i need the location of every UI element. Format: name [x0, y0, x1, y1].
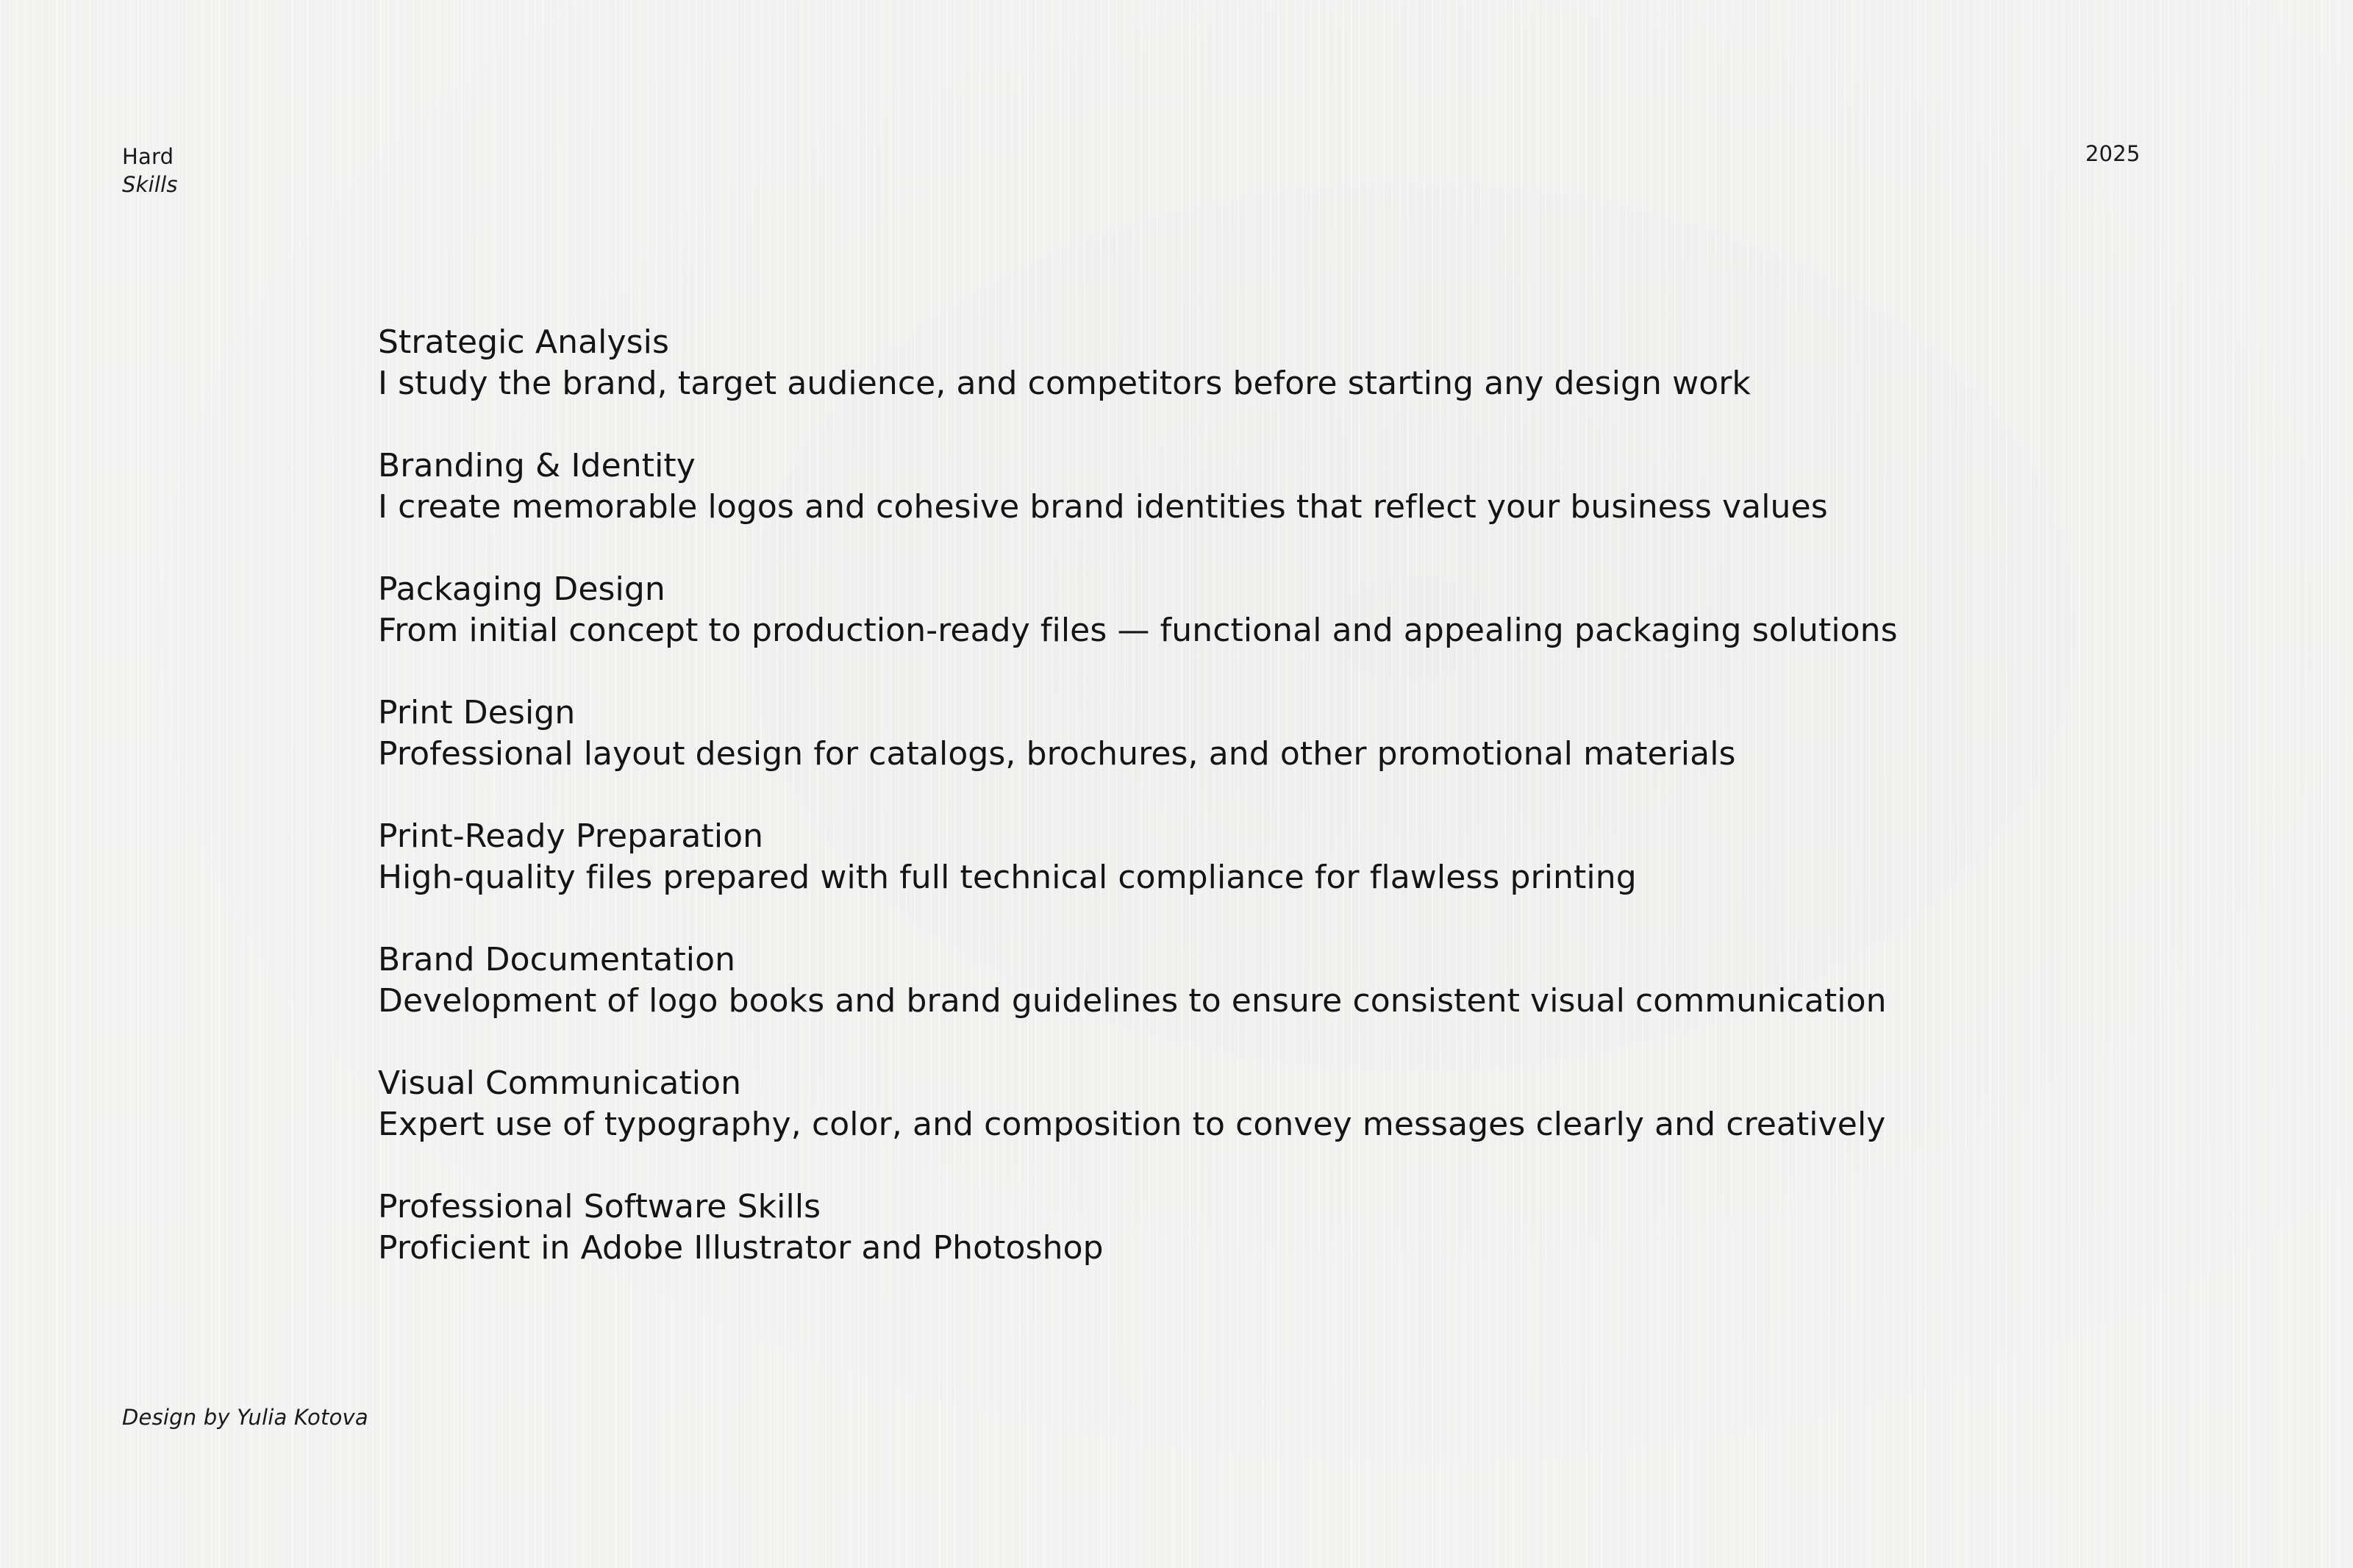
skill-item [378, 816, 2319, 939]
skill-title: Brand Documentation [378, 941, 736, 978]
skill-description: Expert use of typography, color, and composition to convey messages clearly and creatively [378, 1106, 1886, 1143]
skill-title: Print Design [378, 694, 576, 731]
designer-credit: Design by Yulia Kotova [122, 1405, 368, 1430]
skill-title: Professional Software Skills [378, 1188, 821, 1225]
skill-title: Print-Ready Preparation [378, 817, 764, 855]
skill-item [378, 1063, 2319, 1186]
skill-description: Professional layout design for catalogs, brochures, and other promotional materials [378, 735, 1736, 773]
skill-title: Branding & Identity [378, 447, 696, 484]
skill-item [378, 322, 2319, 445]
section-heading-line1: Hard [122, 144, 174, 169]
skill-description: I study the brand, target audience, and competitors before starting any design work [378, 365, 1751, 402]
section-heading-line2: Skills [122, 172, 178, 197]
skills-list [378, 322, 2319, 1310]
skill-item [378, 1186, 2319, 1310]
year-label: 2025 [2085, 141, 2140, 166]
skill-description: I create memorable logos and cohesive brand identities that reflect your business values [378, 488, 1828, 526]
skill-title: Packaging Design [378, 570, 665, 608]
skill-description: From initial concept to production-ready files — functional and appealing packaging solutions [378, 612, 1898, 649]
skill-item [378, 445, 2319, 569]
skill-description: Development of logo books and brand guidelines to ensure consistent visual communication [378, 982, 1887, 1020]
skill-item [378, 692, 2319, 816]
skill-item [378, 939, 2319, 1063]
skill-title: Strategic Analysis [378, 323, 669, 361]
skill-description: High-quality files prepared with full technical compliance for flawless printing [378, 859, 1637, 896]
skill-description: Proficient in Adobe Illustrator and Photoshop [378, 1229, 1104, 1267]
skill-title: Visual Communication [378, 1064, 742, 1102]
section-heading [122, 143, 178, 198]
skill-item [378, 569, 2319, 692]
